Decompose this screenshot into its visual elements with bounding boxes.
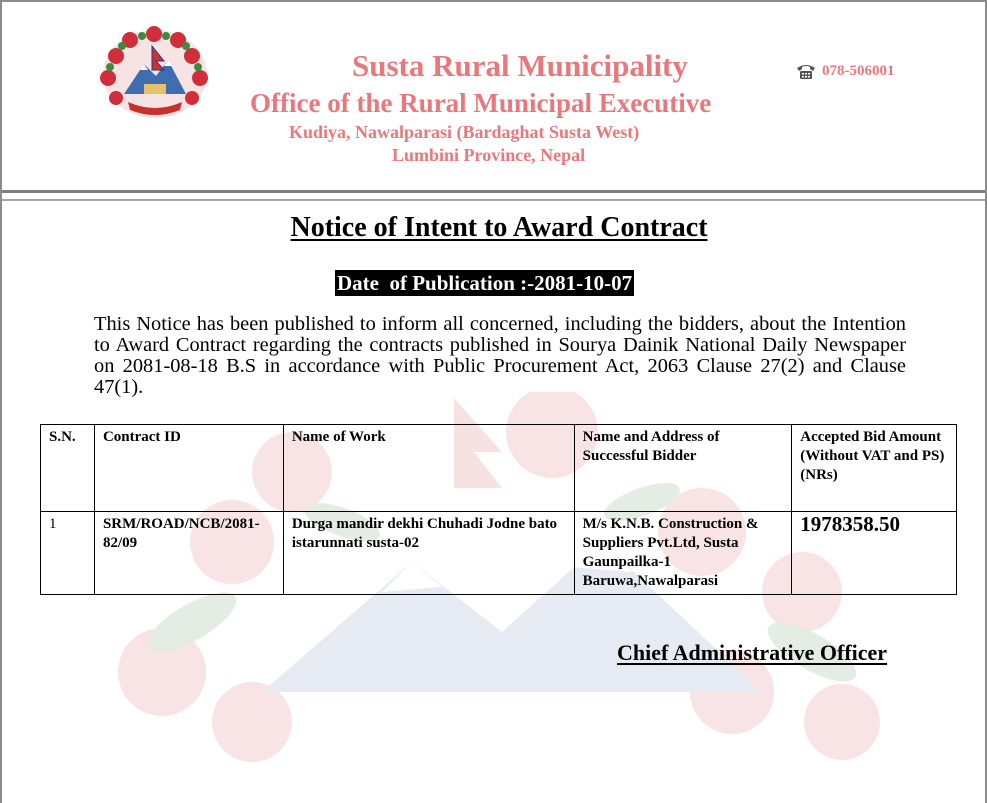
header-name-of-work: Name of Work	[283, 425, 574, 512]
phone-text: 078-506001	[822, 62, 895, 79]
table-row	[41, 512, 957, 595]
address-line-2: Lumbini Province, Nepal	[392, 145, 586, 165]
telephone-icon	[795, 62, 817, 80]
notice-title: Notice of Intent to Award Contract	[290, 212, 708, 243]
phone-number	[795, 62, 895, 80]
notice-body: This Notice has been published to inform all concerned, including the bidders, about the Intention to Award Contract regarding the contracts published in Sourya Dainik National Daily Newspaper on 2081-08-18 B.S in accordance with Public Procurement Act, 2063 Clause 27(2) and Clause 47(1).	[94, 313, 906, 398]
header-contract-id: Contract ID	[94, 425, 283, 512]
office-name: Office of the Rural Municipal Executive	[250, 88, 712, 118]
cell-bidder: M/s K.N.B. Construction & Suppliers Pvt.Ltd, Susta Gaunpailka-1 Baruwa,Nawalparasi	[574, 512, 792, 595]
award-table	[40, 424, 957, 595]
cell-name-of-work: Durga mandir dekhi Chuhadi Jodne bato istarunnati susta-02	[283, 512, 574, 595]
signature-title: Chief Administrative Officer	[617, 640, 888, 665]
address-line-1: Kudiya, Nawalparasi (Bardaghat Susta West)	[289, 122, 640, 142]
publication-date: Date of Publication :-2081-10-07	[337, 271, 633, 295]
nepal-emblem-icon	[94, 24, 216, 124]
notice-heading	[2, 212, 987, 244]
header-sn: S.N.	[41, 425, 95, 512]
cell-amount: 1978358.50	[792, 512, 957, 595]
cell-sn: 1	[41, 512, 95, 595]
header-divider-thin	[2, 199, 987, 201]
header-divider-thick	[2, 190, 987, 193]
header-amount: Accepted Bid Amount (Without VAT and PS) (NRs)	[792, 425, 957, 512]
municipality-name: Susta Rural Municipality	[352, 48, 688, 83]
table-header-row	[41, 425, 957, 512]
header-bidder: Name and Address of Successful Bidder	[574, 425, 792, 512]
cell-contract-id: SRM/ROAD/NCB/2081-82/09	[94, 512, 283, 595]
